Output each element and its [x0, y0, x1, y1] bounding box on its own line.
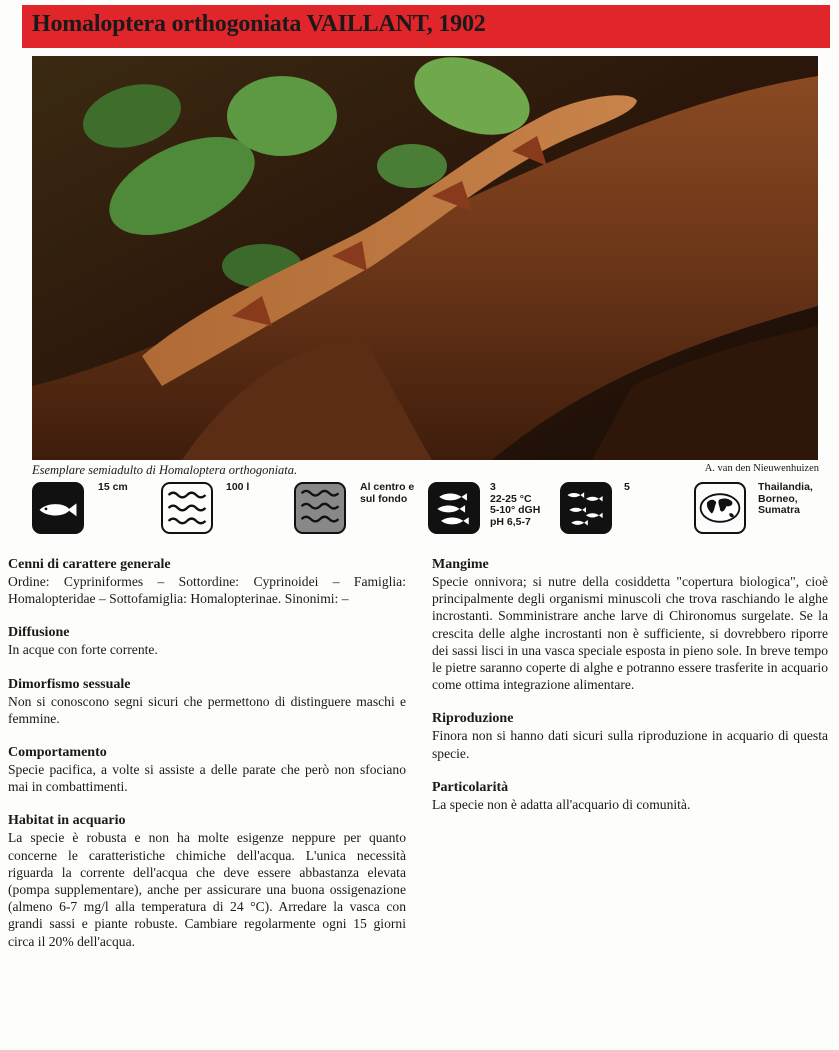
tank-volume-icon [161, 482, 213, 534]
section-heading: Habitat in acquario [8, 813, 126, 829]
section-text: La specie è robusta e non ha molte esigenze neppure per quanto concerne le caratteristiche chimiche dell'acqua. L'unica necessità riguarda la corrente dell'acqua che deve essere abbastanza elevata (pompa supplementare), anche per assicurare una buona ossigenazione (almeno 6-7 mg/l alla temperatura di 24 °C). Arredare la vasca con grandi sassi e piante robuste. Cambiare regolarmente ogni 15 giorni circa il 20% dell'acqua. [8, 830, 406, 949]
swim-zone-value: Al centro e sul fondo [360, 481, 415, 505]
section-general [8, 556, 406, 607]
section-text: In acque con forte corrente. [8, 642, 158, 658]
section-text: Finora non si hanno dati sicuri sulla riproduzione in acquario di questa specie. [432, 728, 828, 761]
group-size-icon [560, 482, 612, 534]
left-column [8, 556, 406, 967]
swim-zone-icon [294, 482, 346, 534]
fish-photo [32, 56, 818, 460]
section-distribution [8, 624, 406, 658]
info-icon-row [30, 480, 830, 540]
water-values-icon [428, 482, 480, 534]
section-heading: Riproduzione [432, 711, 514, 727]
group-size-value: 5 [624, 481, 630, 493]
section-heading: Cenni di carattere generale [8, 557, 171, 572]
section-particularities [432, 779, 828, 813]
section-text: Specie onnivora; si nutre della cosiddetta "copertura biologica", cioè principalmente degli organismi minuscoli che trova raschiando le alghe incrostanti. Somministrare anche larve di Chironomus surgelate. Se la crescita delle alghe incrostanti non è sufficiente, si dovrebbero riporre dei sassi lisci in una vasca speciale esposta in pieno sole. In breve tempo le pietre saranno coperte di alghe e potranno essere trasferite in acquario come ottima integrazione alimentare. [432, 574, 828, 693]
section-heading: Mangime [432, 557, 489, 572]
section-heading: Dimorfismo sessuale [8, 676, 131, 692]
right-column [432, 556, 828, 830]
fish-size-value: 15 cm [98, 481, 128, 493]
species-title: Homaloptera orthogoniata VAILLANT, 1902 [32, 11, 486, 37]
section-text: Ordine: Cypriniformes – Sottordine: Cyprinoidei – Famiglia: Homalopteridae – Sottofamiglia: Homalopterinae. Sinonimi: – [8, 574, 406, 607]
photo-caption: Esemplare semiadulto di Homaloptera orthogoniata. [32, 463, 298, 477]
section-habitat [8, 812, 406, 949]
photo-credit: A. van den Nieuwenhuizen [704, 463, 819, 474]
origin-value: Thailandia, Borneo, Sumatra [758, 481, 813, 516]
water-values-value: 3 22-25 °C 5-10° dGH pH 6,5-7 [490, 481, 541, 528]
section-heading: Particolarità [432, 779, 509, 795]
section-heading: Diffusione [8, 625, 70, 641]
world-map-icon [694, 482, 746, 534]
section-food [432, 556, 828, 693]
section-behaviour [8, 744, 406, 795]
section-reproduction [432, 710, 828, 761]
section-dimorphism [8, 676, 406, 727]
section-text: Non si conoscono segni sicuri che permettono di distinguere maschi e femmine. [8, 693, 406, 726]
title-bar [22, 5, 830, 48]
section-text: Specie pacifica, a volte si assiste a delle parate che però non sfociano mai in combattimenti. [8, 762, 406, 795]
tank-volume-value: 100 l [226, 481, 250, 493]
section-text: La specie non è adatta all'acquario di comunità. [432, 796, 691, 812]
fish-size-icon [32, 482, 84, 534]
section-heading: Comportamento [8, 745, 107, 761]
